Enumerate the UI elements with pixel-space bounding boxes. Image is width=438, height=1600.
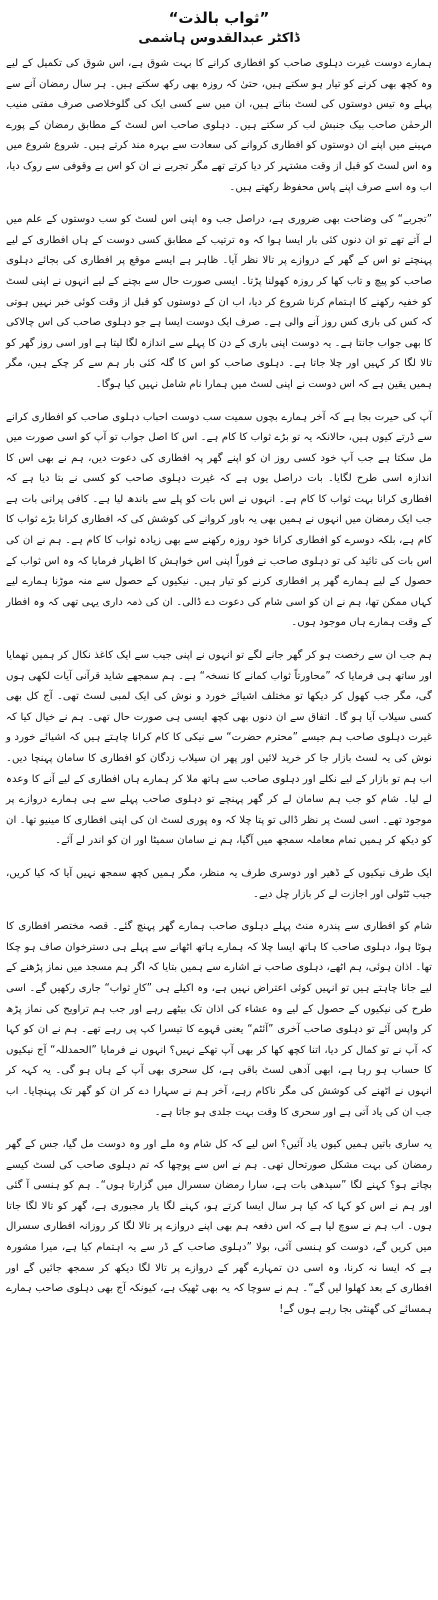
paragraph-2: ”تجربے“ کی وضاحت بھی ضروری ہے، دراصل جب وہ اپنی اس لسٹ کو سب دوستوں کے علم میں لے آتے تھے تو ان دنوں کئی بار ایسا ہوا کہ وہ ترتیب کے مطابق کسی دوست کے ہاں افطاری کے لیے پہنچتے تو اس کے گھر کے دروازے پر تالا نظر آیا۔ ظاہر ہے ایسے موقع پر افطاری کی بجائے دہلوی صاحب کو پیچ و تاب کھا کر روزہ کھولنا پڑتا۔ ایسی صورت حال سے بچنے کے لیے انہوں نے اپنی لسٹ کو خفیہ رکھنے کا اہتمام کرنا شروع کر دیا، اب ان کے دوستوں کو قبل از وقت کوئی خبر نہیں ہوتی کہ کس کی باری کس روز آنے والی ہے۔ صرف ایک دوست ایسا ہے جو دہلوی صاحب کی اس چالاکی کا بھی جواب جانتا ہے۔ یہ دوست اپنی باری کے دن کا پہلے سے اندازہ لگا لیتا ہے اور اسی روز گھر کو تالا لگا کر کہیں اور چلا جاتا ہے۔ دہلوی صاحب کو اس کا گلہ کئی بار ہم سے کر چکے ہیں، مگر ہمیں یقین ہے کہ اس دوست نے اپنی لسٹ میں ہمارا نام شامل نہیں کیا ہوگا۔ xyxy=(6,214,432,390)
article-author: ڈاکٹر عبدالقدوس ہاشمی xyxy=(138,31,300,46)
paragraph-1: ہمارے دوست غیرت دہلوی صاحب کو افطاری کرانے کا بہت شوق ہے، اس شوق کی تکمیل کے لیے وہ کچھ بھی کرنے کو تیار ہو سکتے ہیں، حتیٰ کہ روزہ بھی رکھ سکتے ہیں۔ ہر سال رمضان آنے سے پہلے وہ تیس دوستوں کی لسٹ بناتے ہیں، ان میں سے کسی ایک کی گلوخلاصی صرف مفتی منیب الرحمٰن صاحب بیک جنبش لب کر سکتے ہیں۔ دہلوی صاحب اس لسٹ کے مطابق رمضان کے پورے مہینے میں اپنے ان دوستوں کو افطاری کروانے کی سعادت سے بہرہ مند کرتے ہیں۔ شروع شروع میں وہ اس لسٹ کو قبل از وقت مشتہر کر دیا کرتے تھے مگر تجربے نے ان کو اس بے وقوفی سے روک دیا، اب وہ اسے صرف اپنے پاس محفوظ رکھتے ہیں۔ xyxy=(6,58,432,193)
paragraph-3: آپ کی حیرت بجا ہے کہ آخر ہمارے بچوں سمیت سب دوست احباب دہلوی صاحب کو افطاری کرانے سے ڈرتے کیوں ہیں، حالانکہ یہ تو بڑے ثواب کا کام ہے۔ اس کا اصل جواب تو آپ کو اسی صورت میں مل سکتا ہے جب آپ خود کسی روز ان کو اپنے گھر پہ افطاری کی دعوت دیں، ہم نے بھی اس کا اندازہ اسی طرح لگایا۔ بات دراصل یوں ہے کہ غیرت دہلوی صاحب کو کسی نے بتا دیا ہے کہ افطاری کرانا بہت ثواب کا کام ہے۔ انہوں نے اس بات کو پلے سے باندھ لیا ہے۔ کافی پرانی بات ہے جب ایک رمضان میں انہوں نے ہمیں بھی یہ باور کروانے کی کوشش کی کہ افطاری کرانا بڑے ثواب کا کام ہے، بلکہ دوسرے کو افطاری کرانا خود روزہ رکھنے سے بھی زیادہ ثواب کا کام ہے۔ ہم نے ان کی اس بات کی تائید کی تو دہلوی صاحب نے فوراً اپنی اس خواہش کا اظہار فرمایا کہ وہ اس ثواب کے حصول کے لیے ہمارے گھر پر افطاری کرنے کو تیار ہیں۔ نیکیوں کے حصول سے منہ موڑنا ہمارے لیے کہاں ممکن تھا، ہم نے ان کو اسی شام کی دعوت دے ڈالی۔ ان کی ذمہ داری یہی تھی کہ وہ افطار کے وقت ہمارے ہاں موجود ہوں۔ xyxy=(6,411,432,629)
article-body xyxy=(6,54,432,1320)
paragraph-6: شام کو افطاری سے پندرہ منٹ پہلے دہلوی صاحب ہمارے گھر پہنچ گئے۔ قصہ مختصر افطاری کا ہوٹا ہوا، دہلوی صاحب کا ہاتھ ایسا چلا کہ ہمارے ہاتھ اٹھانے سے پہلے ہی دسترخوان صاف ہو چکا تھا۔ اذان ہوئی، ہم اٹھے، دہلوی صاحب نے اشارے سے ہمیں بتایا کہ اگر ہم مسجد میں نماز پڑھنے کے لیے جانا چاہتے ہیں تو انہیں کوئی اعتراض نہیں ہے، وہ اکیلے ہی ”کارِ ثواب“ جاری رکھیں گے۔ اسی طرح کی نیکیوں کے حصول کے لیے وہ عشاء کی اذان تک بیٹھے رہے اور جب ہم تراویح کی نماز پڑھ کر واپس آئے تو دہلوی صاحب آخری ”آئٹم“ یعنی قہوے کا تیسرا کپ پی رہے تھے۔ ہم نے ان کو کہا کہ آپ نے تو کمال کر دیا، اتنا کچھ کھا کر بھی آپ تھکے نہیں؟ انہوں نے فرمایا ”الحمدللہ“ آج نیکیوں کا حساب ہو رہا ہے، ابھی آدھی لسٹ باقی ہے، کل سحری بھی آپ کے ہاں ہو گی۔ یہ کہہ کر انہوں نے اٹھنے کی کوشش کی مگر ناکام رہے، آخر ہم نے سہارا دے کر ان کو گھر تک پہنچایا۔ اب جب ان کی یاد آتی ہے اور سحری کا وقت بہت جلدی ہو جاتا ہے۔ xyxy=(6,921,432,1118)
article-title: ”ثواب بالذت“ xyxy=(168,9,270,27)
paragraph-5: ایک طرف نیکیوں کے ڈھیر اور دوسری طرف یہ منظر، مگر ہمیں کچھ سمجھ نہیں آیا کہ کیا کریں، جیب ٹٹولی اور اجازت لے کر بازار چل دیے۔ xyxy=(6,867,432,900)
paragraph-4: ہم جب ان سے رخصت ہو کر گھر جانے لگے تو انہوں نے اپنی جیب سے ایک کاغذ نکال کر ہمیں تھمایا اور ساتھ ہی فرمایا کہ ”محاورتاً ثواب کمانے کا نسخہ“ ہے۔ ہم سمجھے شاید قرآنی آیات لکھی ہوں گی، مگر جب کھول کر دیکھا تو مختلف اشیائے خورد و نوش کی ایک لمبی لسٹ تھی۔ آج کل بھی کسی سیلاب آیا ہو گا۔ اتفاق سے ان دنوں بھی کچھ ایسی ہی صورت حال تھی۔ ہم نے خیال کیا کہ غیرت دہلوی صاحب ہم جیسے ”محترم حضرت“ سے نیکی کا کام کرانا چاہتے ہیں کہ اشیائے خورد و نوش کی یہ لسٹ بازار جا کر خرید لائیں اور پھر ان سیلاب زدگان کو افطاری کا سامان پہنچا دیں۔ اب ہم تو بازار کے لیے نکلے اور دہلوی صاحب سے ہاتھ ملا کر ہمارے ہاں افطاری کے لیے آنے کا وعدہ لے لیا۔ شام کو جب ہم سامان لے کر گھر پہنچے تو دہلوی صاحب پہلے سے ہی ہمارے دروازے پر موجود تھے۔ اسی لسٹ پر نظر ڈالی تو پتا چلا کہ وہ پوری لسٹ ان کی اپنی افطاری کا مینیو تھا۔ ان کو دیکھ کر ہمیں تمام معاملہ سمجھ میں آگیا، ہم نے سامان سمیٹا اور ان کو اندر لے آئے۔ xyxy=(6,650,432,847)
paragraph-7: یہ ساری باتیں ہمیں کیوں یاد آئیں؟ اس لیے کہ کل شام وہ ملے اور وہ دوست مل گیا، جس کے گھر رمضان کی بہت مشکل صورتحال تھی۔ ہم نے اس سے پوچھا کہ تم دہلوی صاحب کی لسٹ کیسے بچاتے ہو؟ کہنے لگا ”سیدھی بات ہے، سارا رمضان سسرال میں گزارتا ہوں“۔ ہم کو ہنسی آ گئی اور ہم نے اس کو کہا کہ کیا ہر سال ایسا کرتے ہو، کہنے لگا یار مجبوری ہے، گھر کو تالا لگا جاتا ہوں۔ اب ہم نے سوچ لیا ہے کہ اس دفعہ ہم بھی اپنے دروازے پر تالا لگا کر روزانہ افطاری سسرال میں کریں گے، دوست کو ہنسی آئی، بولا ”دہلوی صاحب کے ڈر سے یہ اہتمام کیا ہے، میرا مشورہ ہے کہ ایسا نہ کرنا، وہ اسی دن تمہارے گھر کے دروازے پر تالا لگا دیکھ کر سمجھ جائیں گے اور افطاری کے بعد کھلوا لیں گے“۔ ہم نے سوچا کہ یہ بھی ٹھیک ہے، کیونکہ آج بھی دہلوی صاحب ہمارے ہمسائے کی گھنٹی بجا رہے ہوں گے! xyxy=(6,1139,432,1315)
